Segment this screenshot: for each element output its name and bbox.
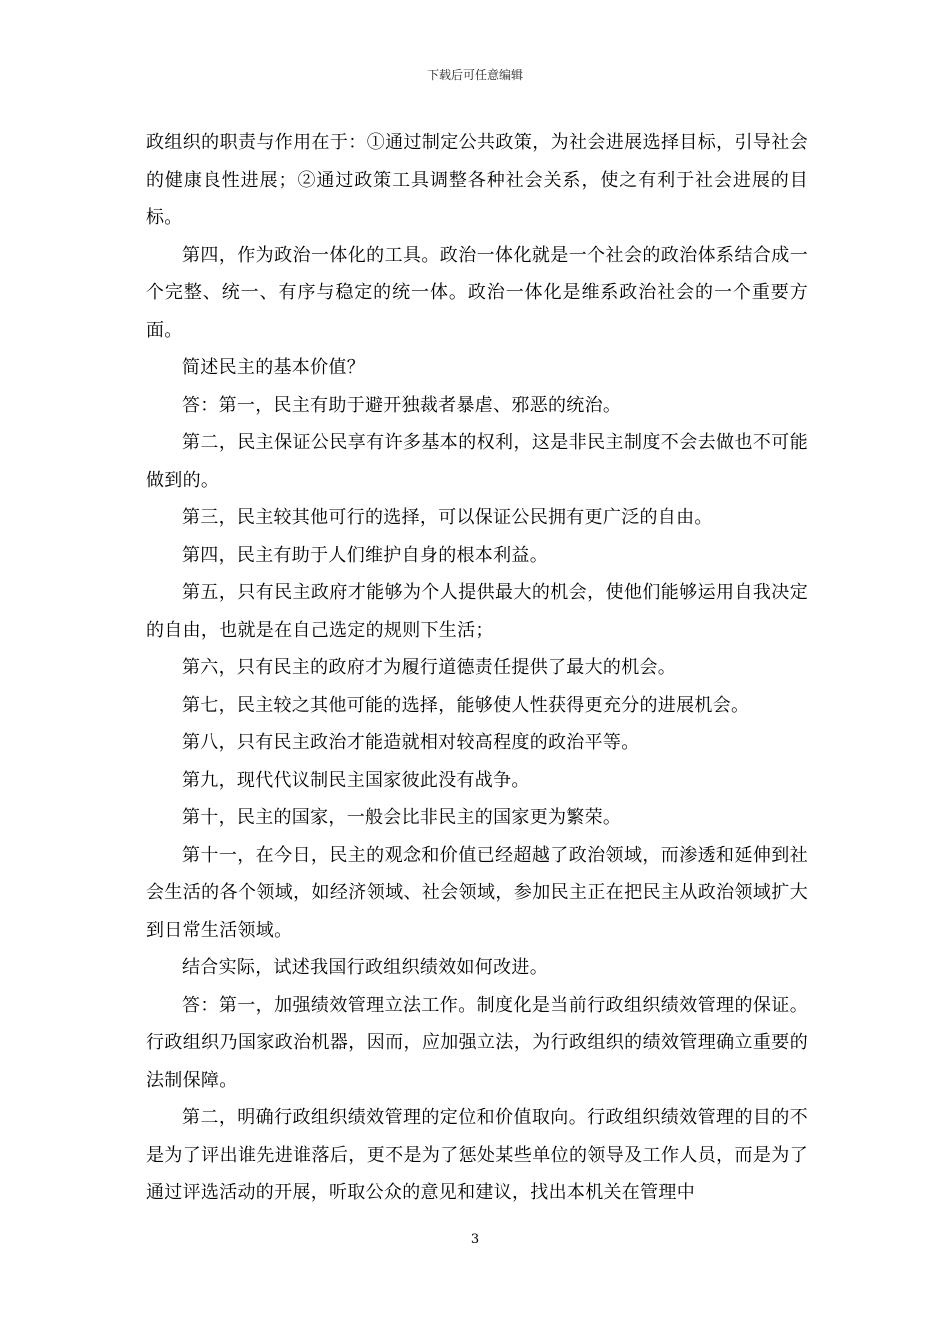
paragraph: 答：第一，加强绩效管理立法工作。制度化是当前行政组织绩效管理的保证。行政组织乃国家政治机器，因而，应加强立法，为行政组织的绩效管理确立重要的法制保障。 [146, 994, 808, 1091]
paragraph: 政组织的职责与作用在于：①通过制定公共政策，为社会进展选择目标，引导社会的健康良性进展；②通过政策工具调整各种社会关系，使之有利于社会进展的目标。 [146, 132, 808, 228]
paragraph: 第二，明确行政组织绩效管理的定位和价值取向。行政组织绩效管理的目的不是为了评出谁先进谁落后，更不是为了惩处某些单位的领导及工作人员，而是为了通过评选活动的开展，听取公众的意见和建议，找出本机关在管理中 [146, 1107, 808, 1203]
document-body [146, 124, 808, 1212]
paragraph: 第三，民主较其他可行的选择，可以保证公民拥有更广泛的自由。 [182, 507, 713, 528]
paragraph: 第六，只有民主的政府才为履行道德责任提供了最大的机会。 [182, 657, 677, 678]
question-heading: 简述民主的基本价值？ [182, 357, 365, 378]
paragraph: 第五，只有民主政府才能够为个人提供最大的机会，使他们能够运用自我决定的自由，也就是在自己选定的规则下生活； [146, 582, 808, 641]
paragraph: 第四，民主有助于人们维护自身的根本利益。 [182, 544, 548, 566]
header-note: 下载后可任意编辑 [426, 68, 523, 82]
question-heading: 结合实际，试述我国行政组织绩效如何改进。 [182, 957, 548, 978]
paragraph: 第十，民主的国家，一般会比非民主的国家更为繁荣。 [182, 807, 622, 828]
paragraph: 第七，民主较之其他可能的选择，能够使人性获得更充分的进展机会。 [182, 694, 750, 716]
paragraph: 第十一，在今日，民主的观念和价值已经超越了政治领域，而渗透和延伸到社会生活的各个领域，如经济领域、社会领域，参加民主正在把民主从政治领域扩大到日常生活领域。 [146, 844, 808, 941]
page-number: 3 [470, 1232, 480, 1247]
paragraph: 第九，现代代议制民主国家彼此没有战争。 [182, 769, 530, 791]
paragraph: 第八，只有民主政治才能造就相对较高程度的政治平等。 [182, 732, 640, 753]
paragraph: 第四，作为政治一体化的工具。政治一体化就是一个社会的政治体系结合成一个完整、统一、有序与稳定的统一体。政治一体化是维系政治社会的一个重要方面。 [146, 244, 808, 341]
paragraph: 第二，民主保证公民享有许多基本的权利，这是非民主制度不会去做也不可能做到的。 [146, 432, 808, 491]
paragraph: 答：第一，民主有助于避开独裁者暴虐、邪恶的统治。 [182, 394, 622, 416]
